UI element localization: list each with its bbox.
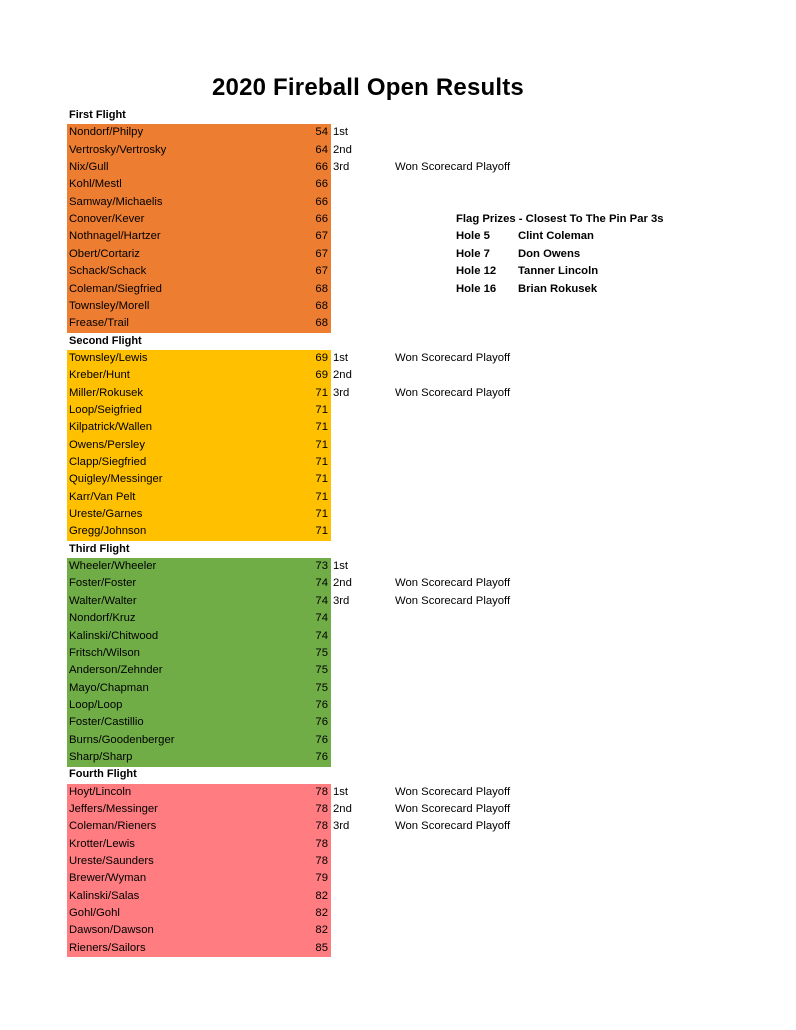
team-score: 66 — [315, 178, 328, 191]
team-score: 69 — [315, 369, 328, 382]
team-name: Clapp/Siegfried — [69, 456, 147, 468]
team-name: Foster/Foster — [69, 577, 137, 590]
team-name: Burns/Goodenberger — [69, 733, 175, 746]
result-row — [0, 124, 796, 141]
team-name: Mayo/Chapman — [69, 681, 149, 694]
team-score: 68 — [315, 282, 328, 295]
team-score: 71 — [315, 525, 328, 538]
result-row — [0, 159, 796, 176]
team-name: Obert/Cortariz — [69, 247, 140, 260]
team-score: 54 — [315, 126, 328, 139]
team-score: 66 — [315, 195, 328, 208]
result-row — [0, 506, 796, 523]
result-row — [0, 471, 796, 488]
flag-prize-row — [456, 228, 716, 245]
team-name: Brewer/Wyman — [69, 872, 147, 885]
result-note: Won Scorecard Playoff — [395, 161, 511, 174]
team-name: Kreber/Hunt — [69, 369, 130, 382]
team-score: 78 — [315, 855, 328, 868]
team-name: Rieners/Sailors — [69, 941, 146, 954]
team-score: 74 — [315, 612, 328, 625]
result-row — [0, 315, 796, 332]
team-score: 76 — [315, 750, 328, 763]
team-name: Coleman/Rieners — [69, 820, 157, 833]
flag-prize-winner: Tanner Lincoln — [518, 265, 599, 277]
team-name: Ureste/Garnes — [69, 508, 143, 521]
finish-place: 3rd — [333, 386, 350, 399]
result-row — [0, 905, 796, 922]
team-name: Krotter/Lewis — [69, 837, 135, 850]
result-row — [0, 680, 796, 697]
team-name: Karr/Van Pelt — [69, 490, 136, 503]
team-score: 71 — [315, 490, 328, 503]
team-score: 69 — [315, 351, 328, 364]
result-row — [0, 801, 796, 818]
finish-place: 1st — [333, 126, 349, 139]
team-score: 66 — [315, 213, 328, 226]
team-name: Miller/Rokusek — [69, 386, 144, 399]
team-name: Walter/Walter — [69, 594, 137, 607]
result-note: Won Scorecard Playoff — [395, 820, 511, 833]
team-name: Loop/Seigfried — [69, 403, 142, 416]
flag-prize-winner: Clint Coleman — [518, 230, 594, 242]
result-note: Won Scorecard Playoff — [395, 594, 511, 607]
result-row — [0, 194, 796, 211]
team-score: 68 — [315, 317, 328, 330]
finish-place: 1st — [333, 785, 349, 798]
result-row — [0, 732, 796, 749]
team-name: Nothnagel/Hartzer — [69, 230, 161, 243]
team-name: Kilpatrick/Wallen — [69, 421, 153, 434]
flight-header: First Flight — [69, 109, 126, 121]
team-name: Schack/Schack — [69, 265, 147, 278]
team-score: 71 — [315, 473, 328, 486]
flag-prize-row — [456, 246, 716, 263]
flight-header: Third Flight — [69, 542, 130, 555]
result-row — [0, 645, 796, 662]
page-title: 2020 Fireball Open Results — [212, 74, 524, 101]
team-score: 71 — [315, 508, 328, 521]
team-name: Townsley/Morell — [69, 299, 150, 312]
team-score: 78 — [315, 837, 328, 850]
result-row — [0, 940, 796, 957]
team-name: Frease/Trail — [69, 317, 129, 330]
flag-prize-row — [456, 281, 716, 298]
flag-prizes-title: Flag Prizes - Closest To The Pin Par 3s — [456, 213, 664, 225]
finish-place: 2nd — [333, 369, 352, 382]
team-name: Ureste/Saunders — [69, 855, 154, 868]
result-note: Won Scorecard Playoff — [395, 785, 511, 798]
result-note: Won Scorecard Playoff — [395, 351, 511, 364]
team-score: 68 — [315, 299, 328, 312]
team-score: 73 — [315, 560, 328, 573]
result-row — [0, 714, 796, 731]
result-row — [0, 593, 796, 610]
finish-place: 1st — [333, 560, 349, 573]
team-name: Vertrosky/Vertrosky — [69, 143, 167, 156]
finish-place: 2nd — [333, 143, 352, 156]
result-row — [0, 211, 796, 228]
team-score: 85 — [315, 941, 328, 954]
result-row — [0, 437, 796, 454]
result-row — [0, 575, 796, 592]
team-name: Wheeler/Wheeler — [69, 560, 157, 573]
team-name: Sharp/Sharp — [69, 750, 133, 763]
team-score: 71 — [315, 403, 328, 416]
team-name: Gregg/Johnson — [69, 525, 147, 538]
result-row — [0, 818, 796, 835]
team-name: Hoyt/Lincoln — [69, 785, 132, 798]
team-score: 76 — [315, 698, 328, 711]
team-name: Conover/Kever — [69, 213, 145, 226]
team-score: 74 — [315, 577, 328, 590]
result-row — [0, 523, 796, 540]
flag-prize-row — [456, 263, 716, 280]
team-score: 78 — [315, 820, 328, 833]
flight-header: Second Flight — [69, 334, 142, 347]
finish-place: 3rd — [333, 161, 350, 174]
team-score: 71 — [315, 456, 328, 468]
flag-prize-hole: Hole 7 — [456, 247, 490, 260]
result-row — [0, 176, 796, 193]
team-score: 71 — [315, 386, 328, 399]
finish-place: 3rd — [333, 594, 350, 607]
team-score: 78 — [315, 785, 328, 798]
team-score: 71 — [315, 438, 328, 451]
team-name: Kohl/Mestl — [69, 178, 122, 191]
result-row — [0, 662, 796, 679]
team-name: Coleman/Siegfried — [69, 282, 162, 295]
result-note: Won Scorecard Playoff — [395, 803, 511, 815]
result-row — [0, 350, 796, 367]
team-name: Kalinski/Salas — [69, 889, 140, 902]
result-row — [0, 836, 796, 853]
result-row — [0, 870, 796, 887]
team-name: Townsley/Lewis — [69, 351, 148, 364]
flag-prize-hole: Hole 12 — [456, 265, 497, 277]
result-row — [0, 922, 796, 939]
team-name: Samway/Michaelis — [69, 195, 163, 208]
result-row — [0, 784, 796, 801]
team-score: 75 — [315, 646, 328, 659]
result-row — [0, 558, 796, 575]
team-score: 82 — [315, 924, 328, 937]
team-name: Nondorf/Philpy — [69, 126, 144, 139]
result-row — [0, 367, 796, 384]
team-score: 74 — [315, 629, 328, 642]
result-row — [0, 610, 796, 627]
team-score: 75 — [315, 681, 328, 694]
team-score: 78 — [315, 803, 328, 815]
result-row — [0, 489, 796, 506]
finish-place: 3rd — [333, 820, 350, 833]
team-name: Kalinski/Chitwood — [69, 629, 159, 642]
team-name: Owens/Persley — [69, 438, 145, 451]
team-score: 74 — [315, 594, 328, 607]
finish-place: 2nd — [333, 577, 352, 590]
result-note: Won Scorecard Playoff — [395, 386, 511, 399]
team-name: Nix/Gull — [69, 161, 109, 174]
finish-place: 1st — [333, 351, 349, 364]
team-name: Gohl/Gohl — [69, 907, 120, 920]
team-name: Nondorf/Kruz — [69, 612, 136, 625]
team-name: Anderson/Zehnder — [69, 664, 163, 677]
team-score: 67 — [315, 265, 328, 278]
team-name: Jeffers/Messinger — [69, 803, 158, 815]
team-name: Quigley/Messinger — [69, 473, 163, 486]
team-score: 76 — [315, 716, 328, 729]
team-score: 67 — [315, 230, 328, 243]
result-row — [0, 402, 796, 419]
team-score: 71 — [315, 421, 328, 434]
flight-header: Fourth Flight — [69, 768, 137, 781]
result-row — [0, 749, 796, 766]
flag-prize-winner: Don Owens — [518, 247, 581, 260]
team-name: Loop/Loop — [69, 698, 123, 711]
result-row — [0, 385, 796, 402]
team-score: 64 — [315, 143, 328, 156]
result-row — [0, 628, 796, 645]
result-row — [0, 454, 796, 471]
team-score: 79 — [315, 872, 328, 885]
team-score: 67 — [315, 247, 328, 260]
finish-place: 2nd — [333, 803, 352, 815]
result-row — [0, 853, 796, 870]
flag-prize-hole: Hole 5 — [456, 230, 490, 242]
result-row — [0, 888, 796, 905]
result-row — [0, 142, 796, 159]
flag-prize-hole: Hole 16 — [456, 282, 497, 295]
result-note: Won Scorecard Playoff — [395, 577, 511, 590]
team-name: Dawson/Dawson — [69, 924, 154, 937]
team-name: Foster/Castillio — [69, 716, 144, 729]
result-row — [0, 697, 796, 714]
flag-prize-winner: Brian Rokusek — [518, 282, 598, 295]
team-score: 82 — [315, 889, 328, 902]
result-row — [0, 298, 796, 315]
team-score: 82 — [315, 907, 328, 920]
result-row — [0, 419, 796, 436]
team-score: 66 — [315, 161, 328, 174]
team-name: Fritsch/Wilson — [69, 646, 140, 659]
team-score: 76 — [315, 733, 328, 746]
team-score: 75 — [315, 664, 328, 677]
